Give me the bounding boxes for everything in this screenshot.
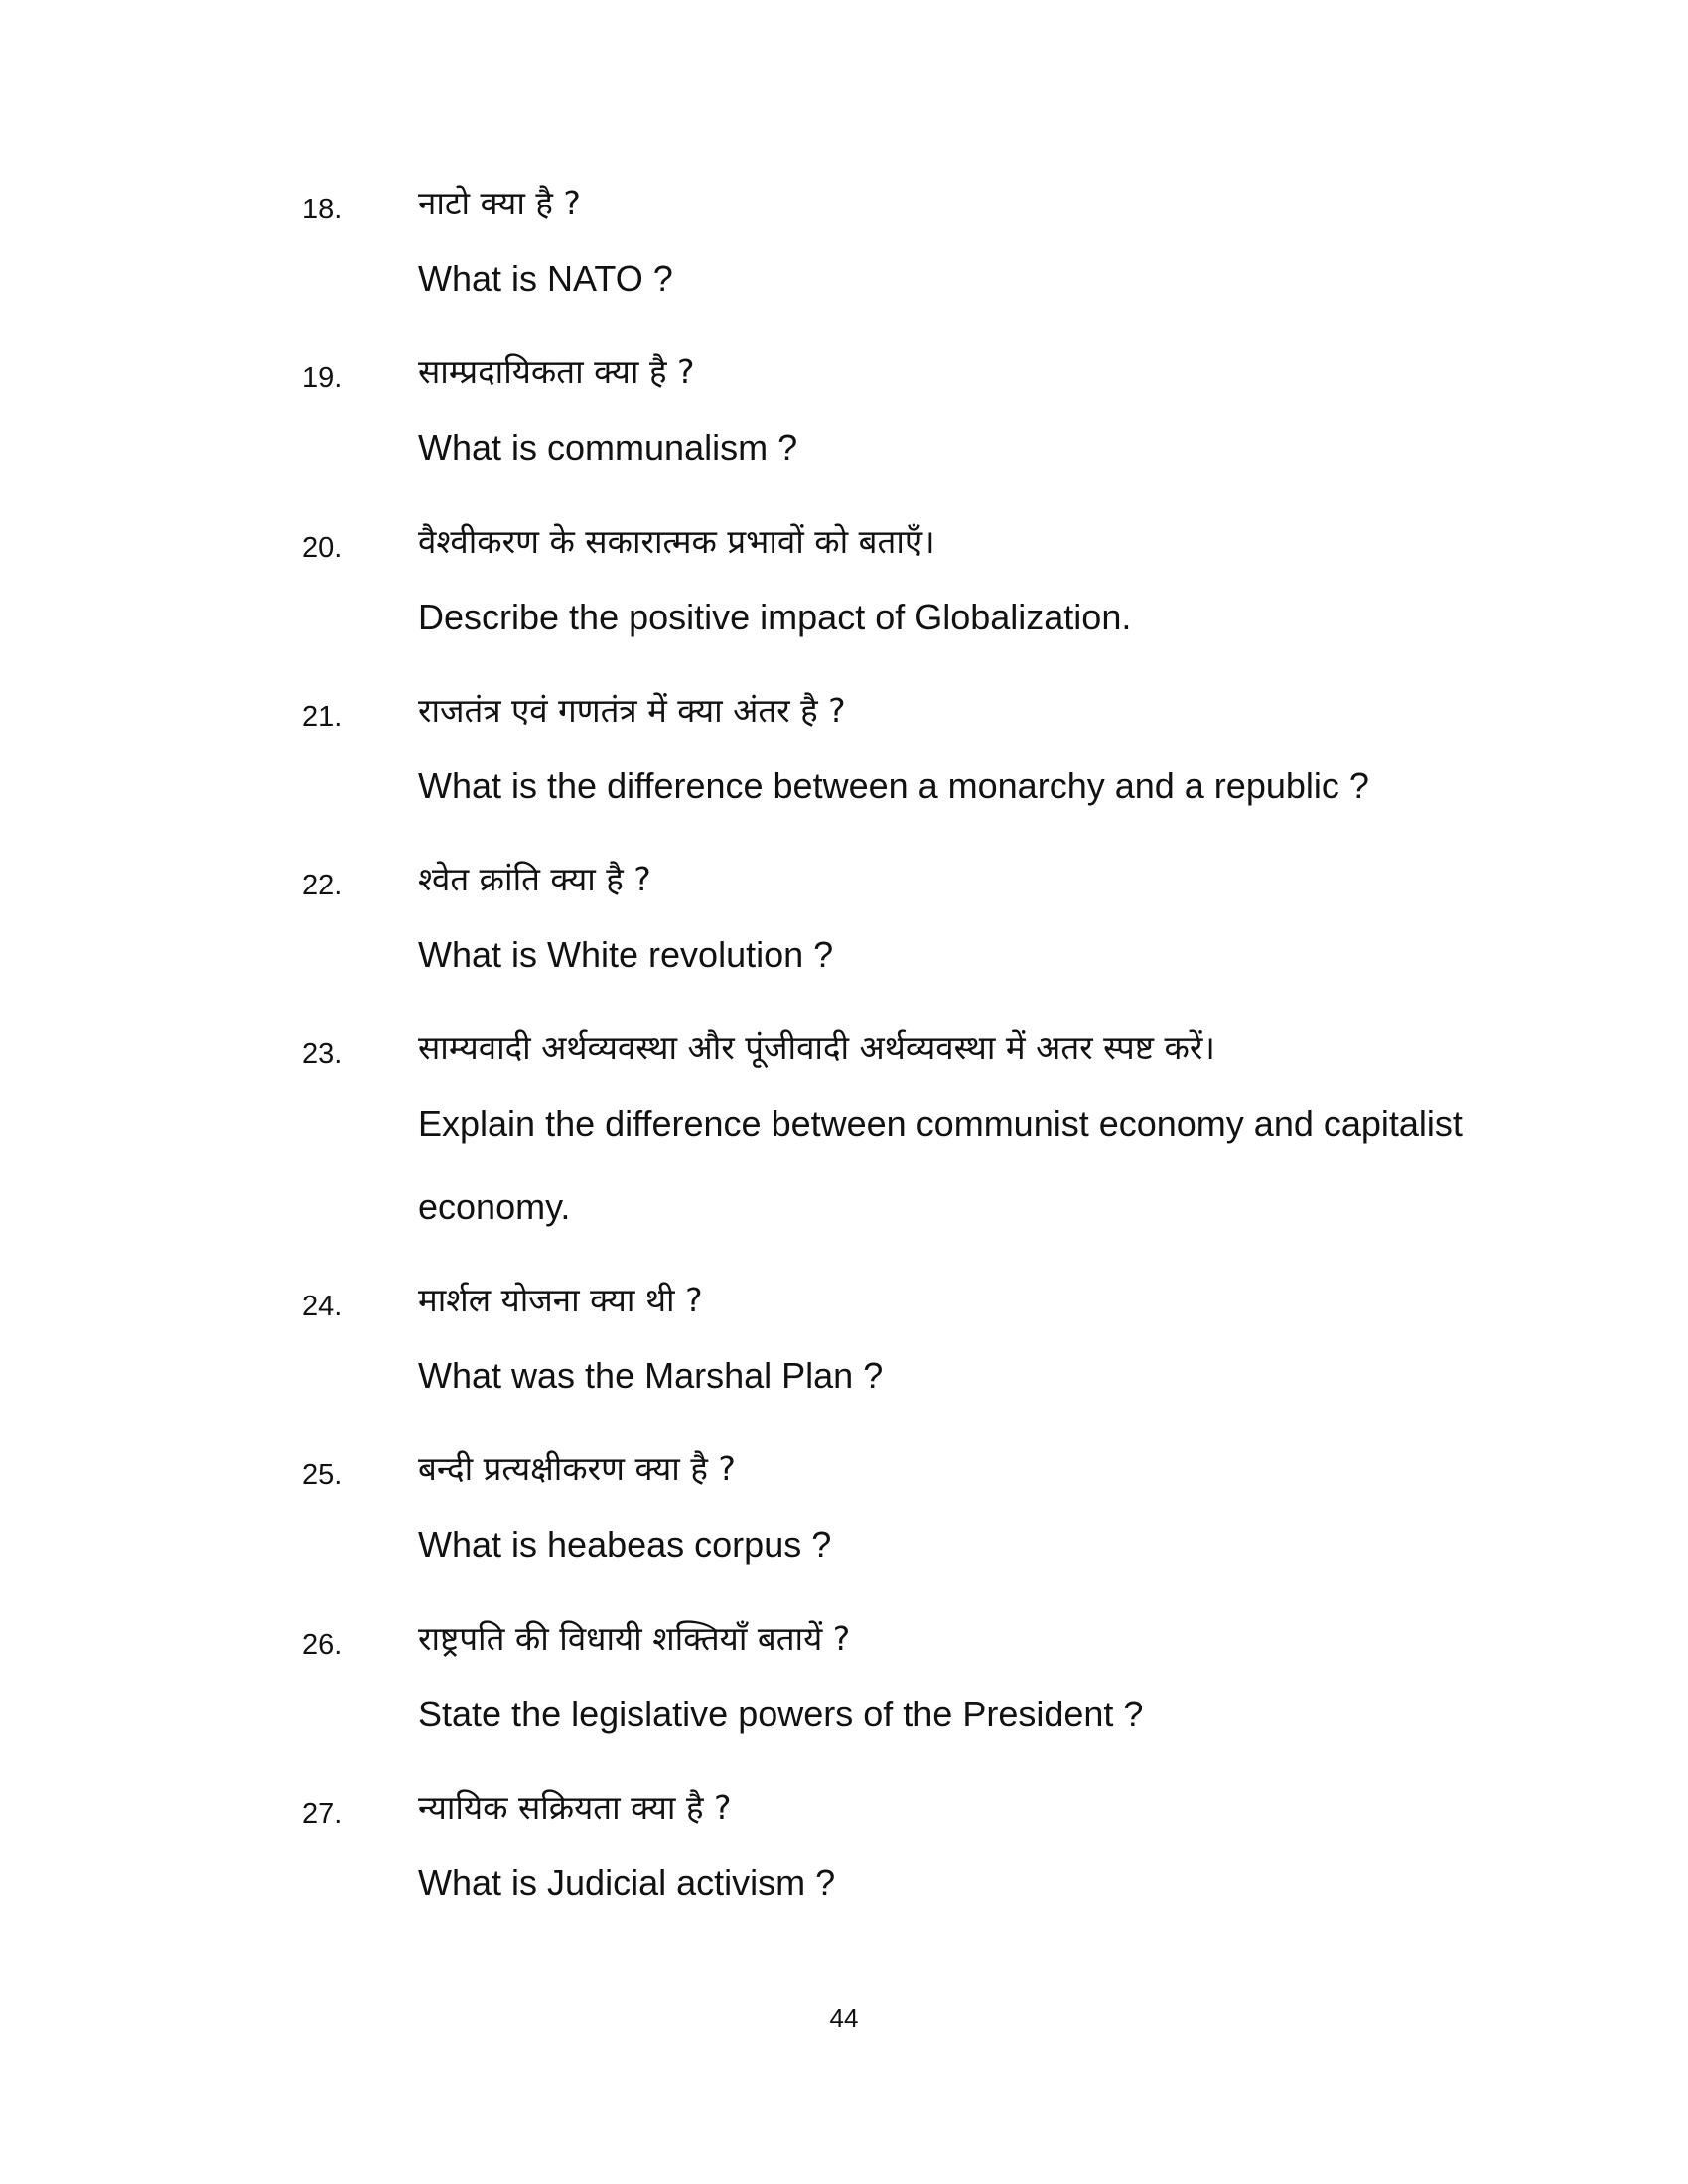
question-hindi: मार्शल योजना क्या थी ? xyxy=(418,1281,703,1319)
question-number: 21. xyxy=(302,701,343,733)
question-number: 19. xyxy=(302,362,343,394)
question-hindi: श्वेत क्रांति क्या है ? xyxy=(418,860,651,898)
question-english: What is communalism ? xyxy=(418,427,798,468)
question-hindi: वैश्वीकरण के सकारात्मक प्रभावों को बताएँ। xyxy=(418,522,935,561)
question-hindi: बन्दी प्रत्यक्षीकरण क्या है ? xyxy=(418,1449,736,1488)
question-english: Describe the positive impact of Globalization. xyxy=(418,597,1132,637)
question-number: 26. xyxy=(302,1629,343,1661)
question-number: 23. xyxy=(302,1038,343,1070)
question-hindi: नाटो क्या है ? xyxy=(418,184,581,222)
question-number: 25. xyxy=(302,1459,343,1491)
question-english: What is the difference between a monarchy and a republic ? xyxy=(418,765,1369,806)
question-hindi: राष्ट्रपति की विधायी शक्तियाँ बतायें ? xyxy=(418,1619,851,1658)
question-number: 20. xyxy=(302,532,343,564)
question-english: What is White revolution ? xyxy=(418,934,834,975)
question-hindi: साम्यवादी अर्थव्यवस्था और पूंजीवादी अर्थव्यवस्था में अतर स्पष्ट करें। xyxy=(418,1028,1215,1067)
question-english: State the legislative powers of the President ? xyxy=(418,1694,1144,1734)
question-hindi: राजतंत्र एवं गणतंत्र में क्या अंतर है ? xyxy=(418,691,846,730)
question-english: What is NATO ? xyxy=(418,258,673,299)
question-number: 22. xyxy=(302,870,343,901)
question-hindi: साम्प्रदायिकता क्या है ? xyxy=(418,352,695,391)
question-number: 24. xyxy=(302,1291,343,1322)
question-number: 27. xyxy=(302,1798,343,1830)
question-english: What is heabeas corpus ? xyxy=(418,1524,832,1565)
question-english: Explain the difference between communist economy and capitalist economy. xyxy=(418,1103,1463,1227)
question-english: What was the Marshal Plan ? xyxy=(418,1355,884,1396)
question-number: 18. xyxy=(302,194,343,225)
question-hindi: न्यायिक सक्रियता क्या है ? xyxy=(418,1788,732,1827)
page-number: 44 xyxy=(829,2003,859,2033)
question-english: What is Judicial activism ? xyxy=(418,1862,836,1903)
